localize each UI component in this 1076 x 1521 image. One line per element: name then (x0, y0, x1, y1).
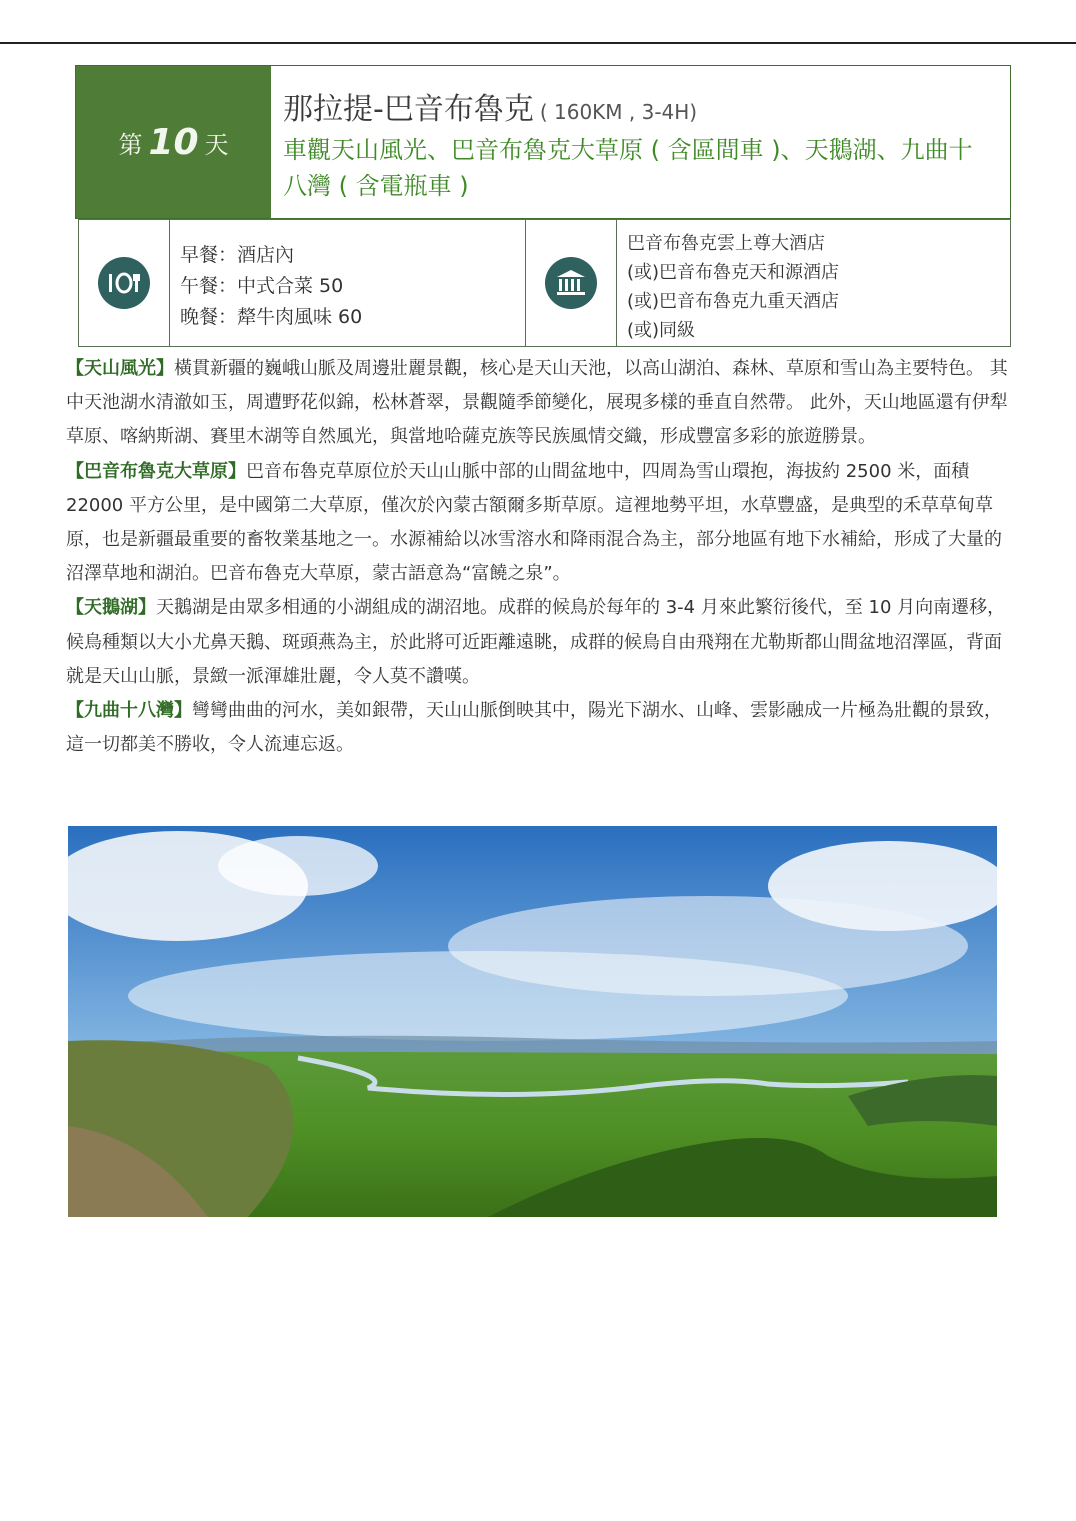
section-tag: 【天鵝湖】 (66, 597, 156, 619)
hotel-line: (或)巴音布魯克天和源酒店 (627, 262, 840, 283)
itinerary-text (66, 352, 1011, 762)
meals-cell (170, 220, 525, 346)
hotels-cell (617, 220, 1010, 346)
grassland-photo (68, 826, 997, 1217)
day-prefix: 第 (118, 130, 143, 159)
hotel-icon-cell (525, 220, 617, 346)
hotel-building-icon (545, 257, 597, 309)
hotel-line: (或)巴音布魯克九重天酒店 (627, 291, 840, 312)
section-body: 巴音布魯克草原位於天山山脈中部的山間盆地中，四周為雪山環抱，海拔約 2500 米，面積 22000 平方公里，是中國第二大草原，僅次於內蒙古額爾多斯草原。這裡地勢平坦，水草豐盛，是典型的禾草草甸草原，也是新疆最重要的畜牧業基地之一。水源補給以冰雪溶水和降雨混合為主，部分地區有地下水補給，形成了大量的沼澤草地和湖泊。巴音布魯克大草原，蒙古語意為“富饒之泉”。 (66, 460, 1002, 585)
meal-icon-cell (79, 220, 170, 346)
lunch-line: 午餐：中式合菜 50 (180, 275, 344, 297)
section-river-bends (66, 694, 1011, 762)
day-header (75, 65, 1011, 219)
route-title: 那拉提-巴音布魯克 (283, 92, 534, 127)
route-line (283, 84, 1010, 128)
restaurant-icon (98, 257, 150, 309)
section-tag: 【九曲十八灣】 (66, 700, 192, 722)
dinner-line: 晚餐：犛牛肉風味 60 (180, 306, 363, 328)
route-meta: ( 160KM , 3-4H) (539, 100, 698, 124)
day-suffix: 天 (204, 130, 229, 159)
section-body: 天鵝湖是由眾多相通的小湖組成的湖沼地。成群的候鳥於每年的 3-4 月來此繁衍後代，至 10 月向南遷移，候鳥種類以大小尤鼻天鵝、斑頭燕為主，於此將可近距離遠眺，成群的候鳥自由飛翔在尤勒斯都山間盆地沼澤區，背面就是天山山脈，景緻一派渾雄壯麗，令人莫不讚嘆。 (66, 597, 1006, 687)
section-tag: 【巴音布魯克大草原】 (66, 460, 246, 482)
day-heading (271, 66, 1010, 218)
breakfast-line: 早餐：酒店內 (180, 244, 295, 266)
meal-hotel-table (78, 219, 1011, 347)
section-bayanbulak (66, 455, 1011, 592)
section-body: 彎彎曲曲的河水，美如銀帶，天山山脈倒映其中，陽光下湖水、山峰、雲影融成一片極為壯觀的景致，這一切都美不勝收，令人流連忘返。 (66, 700, 1002, 756)
sights-list: 車觀天山風光、巴音布魯克大草原 ( 含區間車 )、天鵝湖、九曲十八灣 ( 含電瓶車 ) (283, 136, 973, 200)
hotel-line: 巴音布魯克雲上尊大酒店 (627, 233, 825, 254)
hotel-line: (或)同級 (627, 320, 696, 341)
day-label (76, 66, 271, 218)
section-swan-lake (66, 591, 1011, 694)
section-body: 橫貫新疆的巍峨山脈及周邊壯麗景觀，核心是天山天池，以高山湖泊、森林、草原和雪山為主要特色。 其中天池湖水清澈如玉，周遭野花似錦，松林蒼翠，景觀隨季節變化，展現多樣的垂直自然帶。 此外，天山地區還有伊犁草原、喀納斯湖、賽里木湖等自然風光，與當地哈薩克族等民族風情交織，形成豐富多彩的旅遊勝景。 (66, 358, 1008, 448)
top-divider (0, 42, 1076, 44)
section-tianshan (66, 352, 1011, 455)
day-number: 10 (148, 121, 199, 163)
section-tag: 【天山風光】 (66, 358, 174, 379)
